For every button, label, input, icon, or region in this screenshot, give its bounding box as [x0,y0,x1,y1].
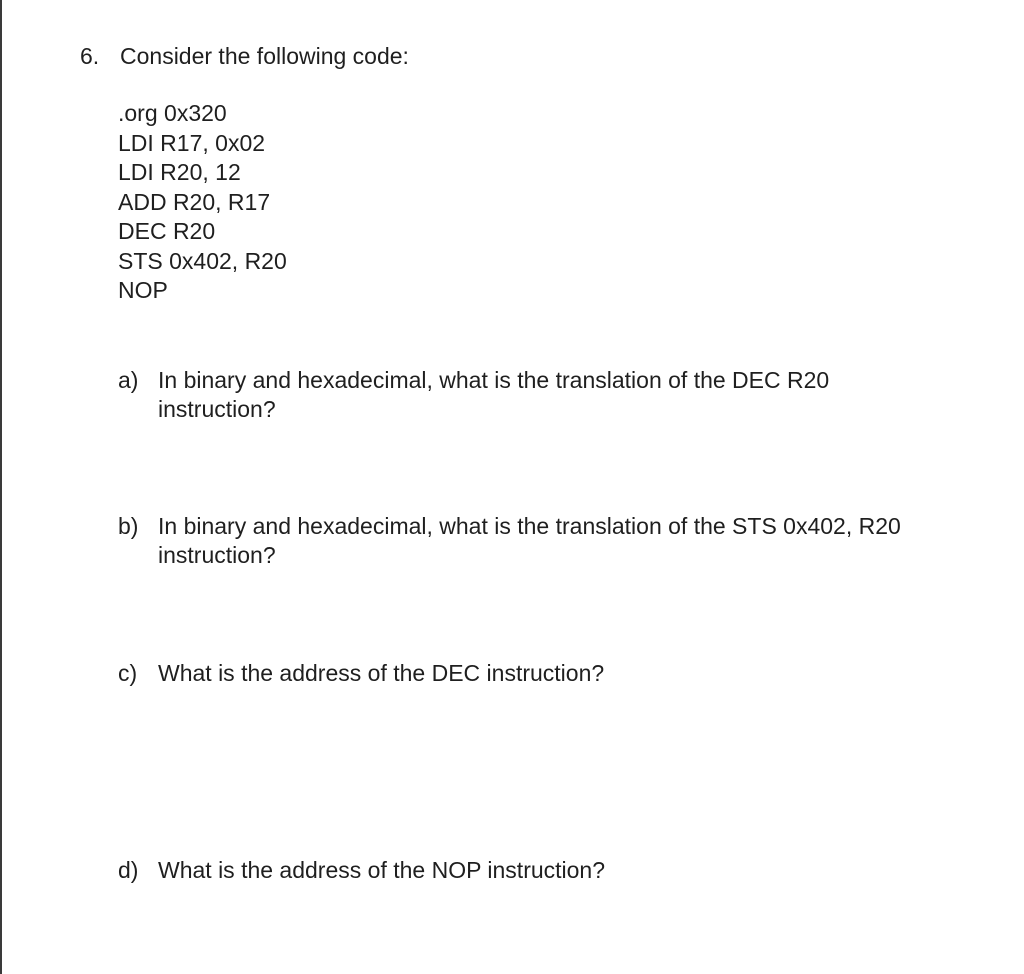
sub-question-letter: c) [118,660,138,686]
sub-question-line: What is the address of the NOP instruction? [158,857,606,883]
sub-question-line: In binary and hexadecimal, what is the translation of the DEC R20 [158,367,830,393]
question-number: 6. [80,43,100,69]
sub-question-text [158,856,998,885]
sub-question-text [158,512,998,570]
sub-question-line: What is the address of the DEC instruction? [158,660,605,686]
sub-question-letter: b) [118,513,139,539]
code-line: STS 0x402, R20 [118,247,287,274]
sub-question-line: instruction? [158,542,276,568]
code-line: LDI R17, 0x02 [118,129,266,156]
sub-question-a [118,366,998,424]
question-header [80,42,1000,71]
question-6 [80,42,1000,71]
sub-question-line: instruction? [158,396,276,422]
sub-question-line: In binary and hexadecimal, what is the translation of the STS 0x402, R20 [158,513,901,539]
code-line: LDI R20, 12 [118,159,241,185]
sub-question-text [158,366,998,424]
sub-question-d [118,856,998,885]
sub-question-letter: a) [118,367,139,393]
sub-question-letter: d) [118,857,139,883]
code-line: .org 0x320 [118,100,227,126]
page-left-border [0,0,2,974]
code-line: ADD R20, R17 [118,188,271,215]
question-prompt: Consider the following code: [120,43,409,69]
code-line: DEC R20 [118,218,216,244]
sub-question-b [118,512,998,570]
sub-question-c [118,659,998,688]
code-line: NOP [118,277,168,303]
code-listing [118,99,518,306]
sub-question-text [158,659,998,688]
